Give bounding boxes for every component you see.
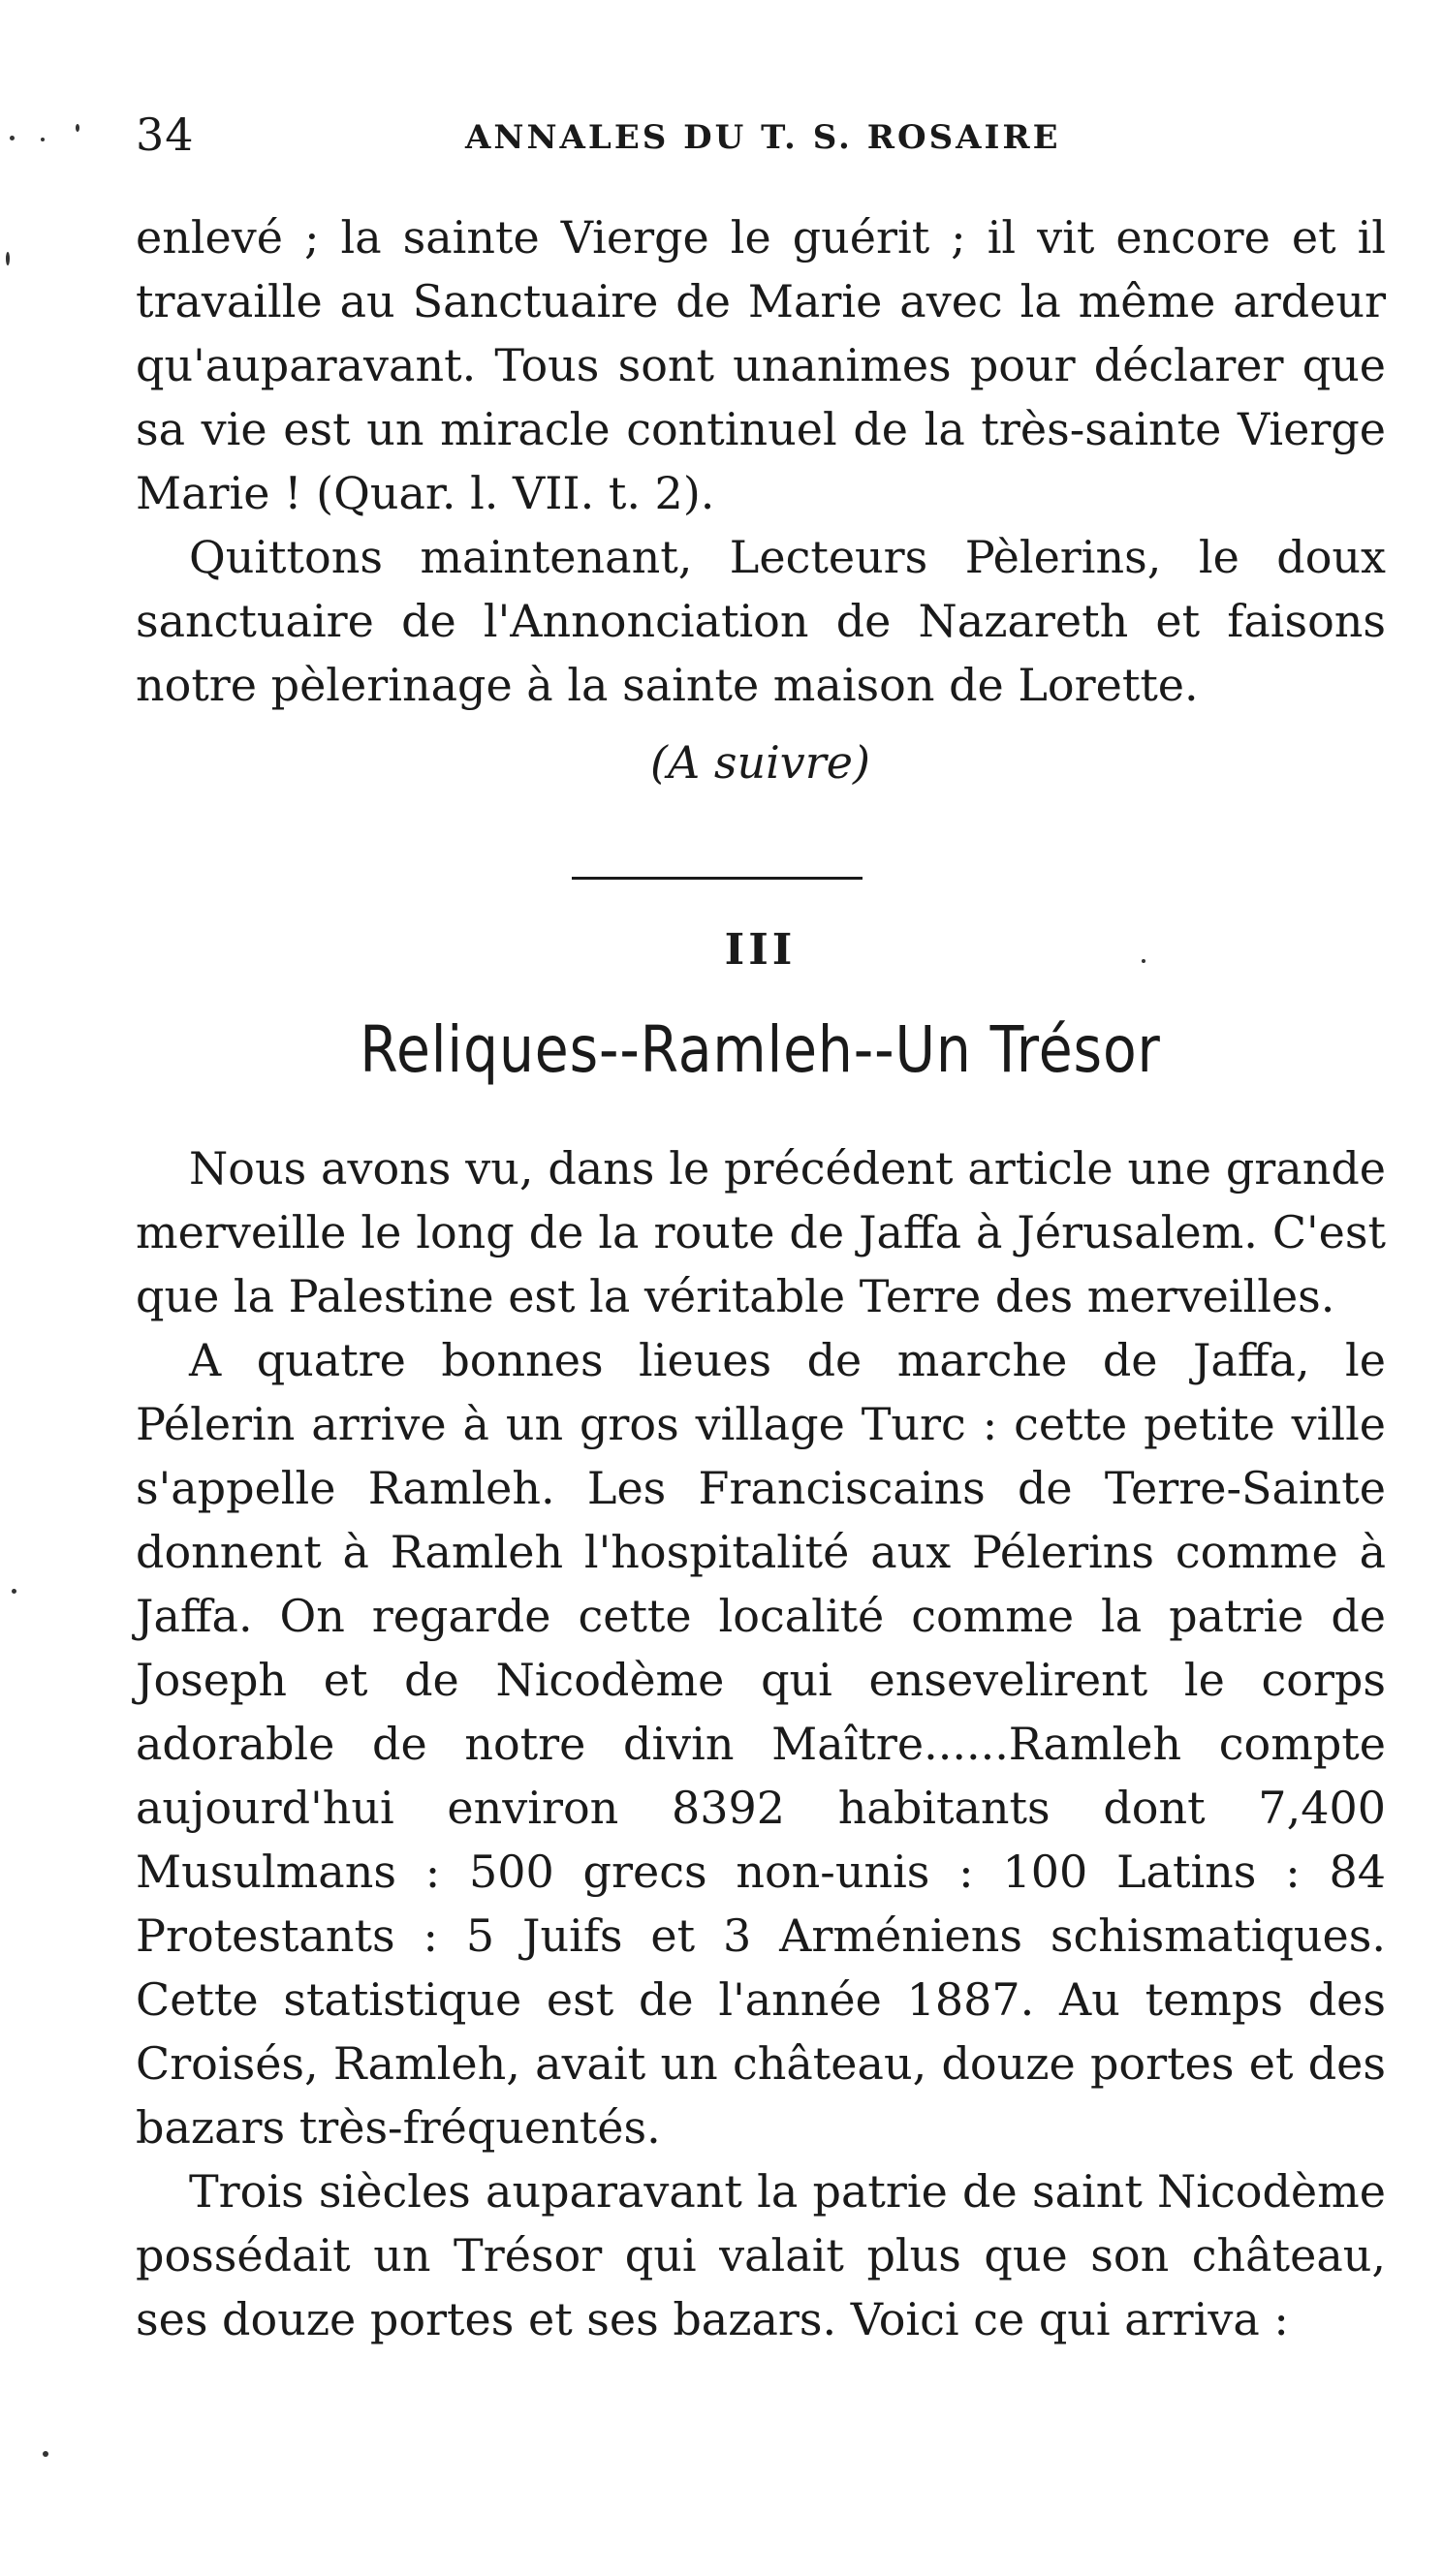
section-paragraph: Nous avons vu, dans le précédent article une grande merveille le long de la route de Jaffa à Jérusalem. C'est que la Palestine est la véritable Terre des merveilles.: [136, 1142, 1386, 1322]
section-title: Reliques--Ramleh--Un Trésor: [360, 1012, 1161, 1087]
continuation-paragraph: Quittons maintenant, Lecteurs Pèlerins, le doux sanctuaire de l'Annonciation de Nazareth et faisons notre pèlerinage à la sainte maison de Lorette.: [136, 531, 1386, 711]
to-be-continued-note: (A suivre): [650, 736, 870, 789]
continuation-paragraph: enlevé ; la sainte Vierge le guérit ; il vit encore et il travaille au Sanctuaire de Marie avec la même ardeur qu'auparavant. Tous sont unanimes pour déclarer que sa vie est un miracle continuel de la très-sainte Vierge Marie ! (Quar. l. VII. t. 2).: [136, 211, 1386, 519]
section-number: III: [724, 925, 797, 975]
running-title: ANNALES DU T. S. ROSAIRE: [465, 118, 1061, 157]
section-divider: [572, 877, 863, 880]
section-text: [136, 1136, 1386, 2351]
section-paragraph: Trois siècles auparavant la patrie de saint Nicodème possédait un Trésor qui valait plus que son château, ses douze portes et ses bazars. Voici ce qui arriva :: [136, 2165, 1386, 2345]
section-paragraph: A quatre bonnes lieues de marche de Jaffa, le Pélerin arrive à un gros village Turc : cette petite ville s'appelle Ramleh. Les Franciscains de Terre-Sainte donnent à Ramleh l'hospitalité aux Pélerins comme à Jaffa. On regarde cette localité comme la patrie de Joseph et de Nicodème qui ensevelirent le corps adorable de notre divin Maître......Ramleh compte aujourd'hui environ 8392 habitants dont 7,400 Musulmans : 500 grecs non-unis : 100 Latins : 84 Protestants : 5 Juifs et 3 Arméniens schismatiques. Cette statistique est de l'année 1887. Au temps des Croisés, Ramleh, avait un château, douze portes et des bazars très-fréquentés.: [136, 1334, 1386, 2154]
page-number: 34: [136, 109, 195, 161]
scan-speck: [6, 252, 10, 265]
scan-speck: [10, 136, 15, 140]
scan-speck: [1142, 959, 1145, 963]
continuation-text: [136, 205, 1386, 717]
scan-speck: [76, 124, 79, 132]
scan-speck: [43, 2451, 48, 2457]
scan-speck: [41, 138, 45, 141]
scan-speck: [12, 1589, 16, 1594]
running-head: [136, 109, 1386, 167]
